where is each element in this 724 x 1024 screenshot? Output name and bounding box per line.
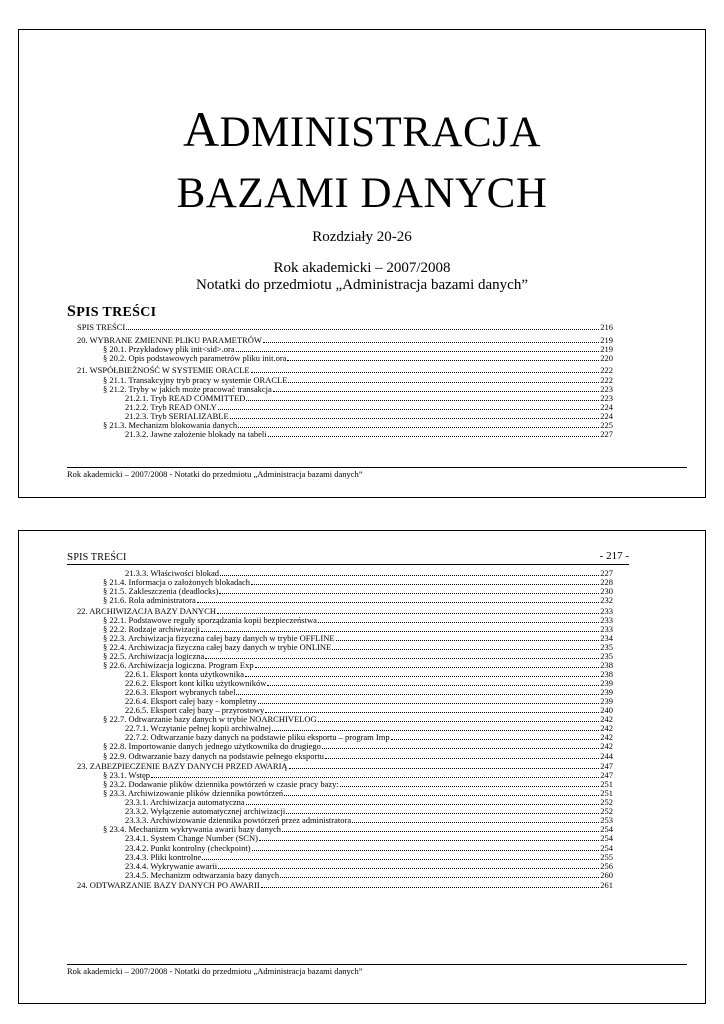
toc-dot-leader — [218, 403, 600, 410]
toc-entry-title: § 21.6. Rola administratora — [103, 595, 196, 606]
toc-entry-page-number: 261 — [600, 880, 613, 891]
toc-entry[interactable] — [125, 430, 613, 439]
toc-entry-page-number: 244 — [600, 750, 613, 761]
toc-entry-title: 23.4.2. Punkt kontrolny (checkpoint) — [125, 842, 251, 853]
toc-dot-leader — [126, 323, 599, 330]
toc-dot-leader — [340, 780, 599, 787]
toc-entry-title: § 22.8. Importowanie danych jednego użytkownika do drugiego — [103, 741, 321, 752]
toc-entry-page-number: 222 — [600, 374, 613, 385]
toc-entry-title: § 22.3. Archiwizacja fizyczna całej bazy danych w trybie OFFLINE — [103, 632, 335, 643]
toc-entry-page-number: 227 — [600, 429, 613, 440]
toc-dot-leader — [286, 807, 599, 814]
toc-entry-page-number: 256 — [600, 860, 613, 871]
toc-entry-title: 21.2.3. Tryb SERIALIZABLE — [125, 410, 229, 421]
toc-entry-page-number: 247 — [600, 770, 613, 781]
toc-entry-page-number: 225 — [600, 420, 613, 430]
toc-entry-title: 21. WSPÓŁBIEŻNOŚĆ W SYSTEMIE ORACLE — [77, 365, 250, 376]
toc-heading — [67, 303, 156, 321]
toc-dot-leader — [322, 742, 599, 749]
toc-dot-leader — [202, 853, 599, 860]
toc-entry-page-number: 233 — [600, 614, 613, 625]
document-title-line2: BAZAMI DANYCH — [176, 170, 548, 217]
toc-dot-leader — [318, 715, 600, 722]
toc-entry-title: § 22.6. Archiwizacja logiczna. Program Exp — [103, 660, 254, 670]
toc-entry-page-number: 233 — [600, 605, 613, 616]
toc-entry-title: § 22.7. Odtwarzanie bazy danych w trybie NOARCHIVELOG — [103, 714, 317, 725]
header-divider — [67, 564, 629, 565]
toc-dot-leader — [287, 354, 599, 361]
toc-entry-title: § 23.1. Wstęp — [103, 770, 151, 781]
toc-dot-leader — [265, 706, 599, 713]
title-initial: A — [183, 101, 220, 157]
toc-entry-title: § 22.9. Odtwarzanie bazy danych na podstawie pełnego eksportu — [103, 750, 324, 761]
toc-entry-page-number: 253 — [600, 815, 613, 826]
toc-dot-leader — [205, 652, 599, 659]
toc-dot-leader — [218, 862, 599, 869]
toc-dot-leader — [197, 596, 599, 603]
toc-entry-title: 21.2.2. Tryb READ ONLY — [125, 401, 217, 412]
toc-entry-page-number: 228 — [600, 577, 613, 588]
toc-entry-title: § 21.4. Informacja o założonych blokadach — [103, 577, 251, 588]
toc-dot-leader — [246, 394, 599, 401]
toc-dot-leader — [201, 625, 599, 632]
toc-heading-initial: S — [67, 303, 77, 320]
toc-entry-page-number: 227 — [600, 568, 613, 578]
toc-dot-leader — [336, 634, 600, 641]
toc-entry-page-number: 239 — [600, 696, 613, 707]
toc-dot-leader — [259, 834, 599, 841]
toc-entry-title: § 23.2. Dodawanie plików dziennika powtórzeń w czasie pracy bazy: — [103, 779, 339, 790]
toc-entry[interactable] — [77, 323, 613, 332]
toc-entry[interactable] — [103, 596, 613, 605]
toc-entry-page-number: 247 — [600, 761, 613, 772]
toc-entry-title: 23.4.5. Mechanizm odtwarzania bazy danych — [125, 869, 280, 880]
toc-entry-title: 23.3.3. Archiwizowanie dziennika powtórzeń przez administratora — [125, 815, 352, 826]
title-rest: DMINISTRACJA — [219, 109, 541, 156]
toc-dot-leader — [251, 578, 599, 585]
toc-entry-title: 22.7.1. Wczytanie pełnej kopii archiwalnej — [125, 723, 271, 734]
toc-dot-leader — [282, 825, 599, 832]
toc-dot-leader — [268, 430, 600, 437]
toc-entry-page-number: 230 — [600, 586, 613, 597]
document-page-2 — [18, 530, 706, 1004]
toc-entry-title: 21.2.1. Tryb READ COMMITTED — [125, 392, 246, 403]
running-header-initial: S — [67, 551, 74, 563]
toc-entry-page-number: 242 — [600, 732, 613, 743]
toc-dot-leader — [261, 881, 600, 888]
toc-entry-title: 21.3.2. Jawne założenie blokady na tabeli — [125, 429, 267, 440]
page-number: - 217 - — [599, 550, 629, 562]
toc-entry-page-number: 222 — [600, 365, 613, 376]
toc-dot-leader — [230, 412, 600, 419]
toc-entry[interactable] — [103, 354, 613, 363]
toc-entry-page-number: 238 — [600, 669, 613, 680]
toc-dot-leader — [280, 871, 599, 878]
toc-entry-page-number: 242 — [600, 714, 613, 725]
toc-entry-page-number: 219 — [600, 343, 613, 354]
toc-entry-page-number: 219 — [600, 334, 613, 345]
toc-entry-title: 23.4.1. System Change Number (SCN) — [125, 833, 258, 844]
toc-dot-leader — [288, 376, 599, 383]
document-title-line1 — [19, 101, 705, 157]
toc-entry-page-number: 223 — [600, 392, 613, 403]
toc-entry-title: 22.6.4. Eksport całej bazy - kompletny — [125, 696, 257, 707]
toc-entry-title: § 22.5. Archiwizacja logiczna — [103, 650, 205, 661]
toc-entry-title: § 22.1. Podstawowe reguły sporządzania kopii bezpieczeństwa — [103, 614, 317, 625]
toc-entry-title: 23.3.2. Wyłączenie automatycznej archiwizacji — [125, 806, 286, 817]
toc-entry-title: 22.6.5. Eksport całej bazy – przyrostowy — [125, 705, 265, 716]
toc-dot-leader — [220, 569, 599, 576]
toc-entry-page-number: 216 — [600, 322, 613, 332]
toc-entry-page-number: 238 — [600, 660, 613, 670]
toc-entry-title: § 21.3. Mechanizm blokowania danych — [103, 420, 238, 430]
course-notes: Notatki do przedmiotu „Administracja bazami danych” — [196, 277, 528, 293]
toc-dot-leader — [325, 752, 599, 759]
toc-entry-title: § 23.3. Archiwizowanie plików dziennika powtórzeń — [103, 788, 284, 799]
toc-entry-page-number: 234 — [600, 632, 613, 643]
toc-heading-rest: PIS TREŚCI — [76, 305, 157, 320]
toc-entry-title: 20. WYBRANE ZMIENNE PLIKU PARAMETRÓW — [77, 334, 262, 345]
toc-entry-title: § 21.1. Transakcyjny tryb pracy w systemie ORACLE — [103, 374, 288, 385]
toc-entry-title: 21.3.3. Właściwości blokad — [125, 568, 220, 578]
toc-entry-page-number: 224 — [600, 410, 613, 421]
toc-dot-leader — [352, 816, 599, 823]
toc-entry-title: 23.3.1. Archiwizacja automatyczna — [125, 797, 245, 808]
toc-dot-leader — [236, 688, 599, 695]
toc-dot-leader — [255, 661, 600, 668]
toc-dot-leader — [238, 421, 599, 428]
toc-entry[interactable] — [125, 871, 613, 880]
toc-entry-title: 24. ODTWARZANIE BAZY DANYCH PO AWARII — [77, 880, 260, 891]
toc-dot-leader — [272, 724, 599, 731]
toc-entry-page-number: 254 — [600, 842, 613, 853]
toc-dot-leader — [219, 587, 599, 594]
toc-entry-page-number: 240 — [600, 705, 613, 716]
toc-dot-leader — [151, 771, 599, 778]
toc-entry-page-number: 224 — [600, 401, 613, 412]
toc-entry-page-number: 242 — [600, 741, 613, 752]
toc-entry-page-number: 254 — [600, 824, 613, 835]
toc-dot-leader — [318, 616, 599, 623]
toc-entry-title: § 23.4. Mechanizm wykrywania awarii bazy danych — [103, 824, 281, 835]
toc-dot-leader — [251, 366, 600, 373]
toc-dot-leader — [258, 697, 600, 704]
toc-entry-title: 22. ARCHIWIZACJA BAZY DANYCH — [77, 605, 216, 616]
toc-entry-page-number: 223 — [600, 383, 613, 394]
toc-entry-page-number: 260 — [600, 869, 613, 880]
toc-entry-title: 23.4.3. Pliki kontrolne — [125, 851, 202, 862]
toc-entry-title: § 22.2. Rodzaje archiwizacji — [103, 623, 201, 634]
footer-divider — [67, 467, 687, 468]
toc-entry-page-number: 252 — [600, 797, 613, 808]
toc-entry-page-number: 254 — [600, 833, 613, 844]
toc-entry-title: 23. ZABEZPIECZENIE BAZY DANYCH PRZED AWARIĄ — [77, 761, 288, 772]
toc-entry-page-number: 252 — [600, 806, 613, 817]
toc-entry-page-number: 239 — [600, 678, 613, 689]
toc-entry-title: § 21.5. Zakleszczenia (deadlocks) — [103, 586, 219, 597]
toc-dot-leader — [252, 844, 600, 851]
toc-dot-leader — [391, 733, 600, 740]
document-page-1 — [18, 29, 706, 498]
toc-entry-page-number: 255 — [600, 851, 613, 862]
toc-entry-page-number: 233 — [600, 623, 613, 634]
toc-entry-title: § 20.1. Przykładowy plik init<sid>.ora — [103, 343, 235, 354]
page-footer: Rok akademicki – 2007/2008 - Notatki do przedmiotu „Administracja bazami danych” — [67, 469, 363, 479]
academic-year: Rok akademicki – 2007/2008 — [273, 260, 451, 276]
toc-dot-leader — [284, 789, 599, 796]
running-header — [67, 551, 127, 563]
toc-entry-title: 22.6.3. Eksport wybranych tabel — [125, 687, 236, 698]
toc-entry-page-number: 235 — [600, 650, 613, 661]
toc-entry-page-number: 235 — [600, 641, 613, 652]
toc-entry-page-number: 232 — [600, 595, 613, 606]
toc-entry-title: § 20.2. Opis podstawowych parametrów pliku init.ora — [103, 352, 287, 363]
footer-divider — [67, 964, 687, 965]
toc-dot-leader — [289, 762, 600, 769]
toc-entry-title: § 22.4. Archiwizacja fizyczna całej bazy danych w trybie ONLINE — [103, 641, 332, 652]
toc-dot-leader — [332, 643, 599, 650]
toc-entry-title: 23.4.4. Wykrywanie awarii — [125, 860, 218, 871]
toc-dot-leader — [236, 345, 600, 352]
toc-dot-leader — [263, 336, 599, 343]
toc-dot-leader — [217, 607, 599, 614]
toc-dot-leader — [245, 670, 599, 677]
toc-entry-title: 22.7.2. Odtwarzanie bazy danych na podstawie pliku eksportu – program Imp — [125, 732, 390, 743]
toc-entry[interactable] — [103, 752, 613, 761]
toc-entry-page-number: 220 — [600, 352, 613, 363]
toc-dot-leader — [267, 679, 599, 686]
chapters-range: Rozdziały 20-26 — [312, 229, 412, 245]
toc-entry-title: 22.6.1. Eksport konta użytkownika — [125, 669, 244, 680]
toc-entry-title: 22.6.2. Eksport kont kilku użytkowników — [125, 678, 267, 689]
toc-entry-page-number: 242 — [600, 723, 613, 734]
toc-dot-leader — [273, 385, 599, 392]
toc-entry-page-number: 251 — [600, 779, 613, 790]
page-footer: Rok akademicki – 2007/2008 - Notatki do przedmiotu „Administracja bazami danych” — [67, 966, 363, 976]
toc-entry[interactable] — [77, 881, 613, 890]
toc-entry[interactable] — [77, 762, 613, 771]
toc-entry-title: SPIS TREŚCI — [77, 322, 126, 332]
toc-entry-page-number: 239 — [600, 687, 613, 698]
toc-dot-leader — [246, 798, 600, 805]
running-header-rest: PIS TREŚCI — [73, 552, 127, 563]
toc-entry-page-number: 251 — [600, 788, 613, 799]
toc-entry-title: § 21.2. Tryby w jakich może pracować transakcja — [103, 383, 272, 394]
